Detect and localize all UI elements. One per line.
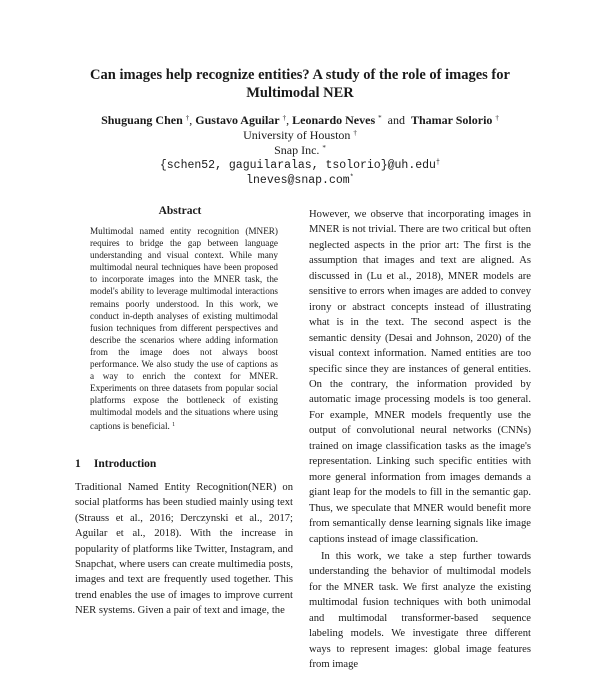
paragraph: In this work, we take a step further towards understanding the behavior of multimodal models for the MNER task. We first analyze the existing multimodal fusion techniques with both unimodal and multimodal transformer-based sequence labeling models. We investigate three different ways to represent images: global image features from image [309,550,531,671]
affiliation-text: University of Houston [243,128,351,142]
author-name: Gustavo Aguilar [195,113,280,127]
section-heading [75,458,295,470]
abstract-text: Multimodal named entity recognition (MNER) requires to bridge the gap between language understanding and visual context. While many multimodal neural techniques have been proposed to incorporate images into the MNER task, the model's ability to leverage multimodal interactions remains poorly understood. In this work, we conduct in-depth analyses of existing multimodal fusion techniques from different perspectives and describe the scenarios where adding information from the image does not always boost performance. We also study the use of captions as a way to enrich the context for MNER. Experiments on three datasets from popular social platforms expose the bottleneck of existing multimodal models and the situations where using captions is beneficial. [90,226,278,431]
abstract-body [90,225,278,432]
author-mark: † [495,114,499,122]
abstract-heading: Abstract [158,205,202,217]
section-number: 1 [75,458,81,470]
paper-title: Can images help recognize entities? A study of the role of images for Multimodal NER [90,67,510,101]
affiliation-mark: * [322,144,326,152]
introduction-body: Traditional Named Entity Recognition(NER) on social platforms has been studied mainly using text (Strauss et al., 2016; Derczynski et al., 2017; Aguilar et al., 2018). With the increase in popularity of platforms like Twitter, Instagram, and Snapchat, where users can create multimedia posts, images and text are frequently used together. This trend enables the use of images to improve current NER systems. Given a pair of text and image, the [75,482,293,617]
affiliation-text: Snap Inc. [274,143,320,157]
email-text: {schen52, gaguilaralas, tsolorio}@uh.edu [159,159,436,172]
email-text: lneves@snap.com [246,174,350,187]
right-column [309,207,531,671]
author-name: Leonardo Neves [292,113,376,127]
author-name: Thamar Solorio [410,113,493,127]
author-mark: * [378,114,382,122]
author-conjunction: and [387,113,405,127]
author-list: Shuguang Chen †, Gustavo Aguilar †, Leonardo Neves * and Thamar Solorio † [101,113,499,127]
email-line [40,171,560,188]
footnote-mark: 1 [172,421,176,428]
paragraph: However, we observe that incorporating images in MNER is not trivial. There are two critical but often neglected aspects in the prior art: The first is the assumption that images and text are aligned. As discussed in (Lu et al., 2018), MNER models are sensitive to errors when images are added to convey irony or abstract concepts instead of illustrating what is in the text. The second aspect is the semantic density (Desai and Johnson, 2020) of the visual context information. Named entities are too specific since they are instances of general entities. On the contrary, the information provided by automatic image processing models is too general. For example, MNER models frequently use the output of convolutional neural networks (CNNs) trained on image classification tasks as the image's representation. Linking such specific entities with more general information from images demands a giant leap for the models to fill in the semantic gap. Thus, we speculate that MNER would benefit more from semantically dense learning signals like image captions instead of image classification. [309,209,531,545]
author-mark: † [185,114,190,122]
section-title: Introduction [93,458,157,470]
affiliation-mark: † [353,129,357,137]
email-mark: * [349,174,354,182]
email-mark: † [435,159,441,167]
author-name: Shuguang Chen [101,113,183,127]
author-mark: † [282,114,287,122]
